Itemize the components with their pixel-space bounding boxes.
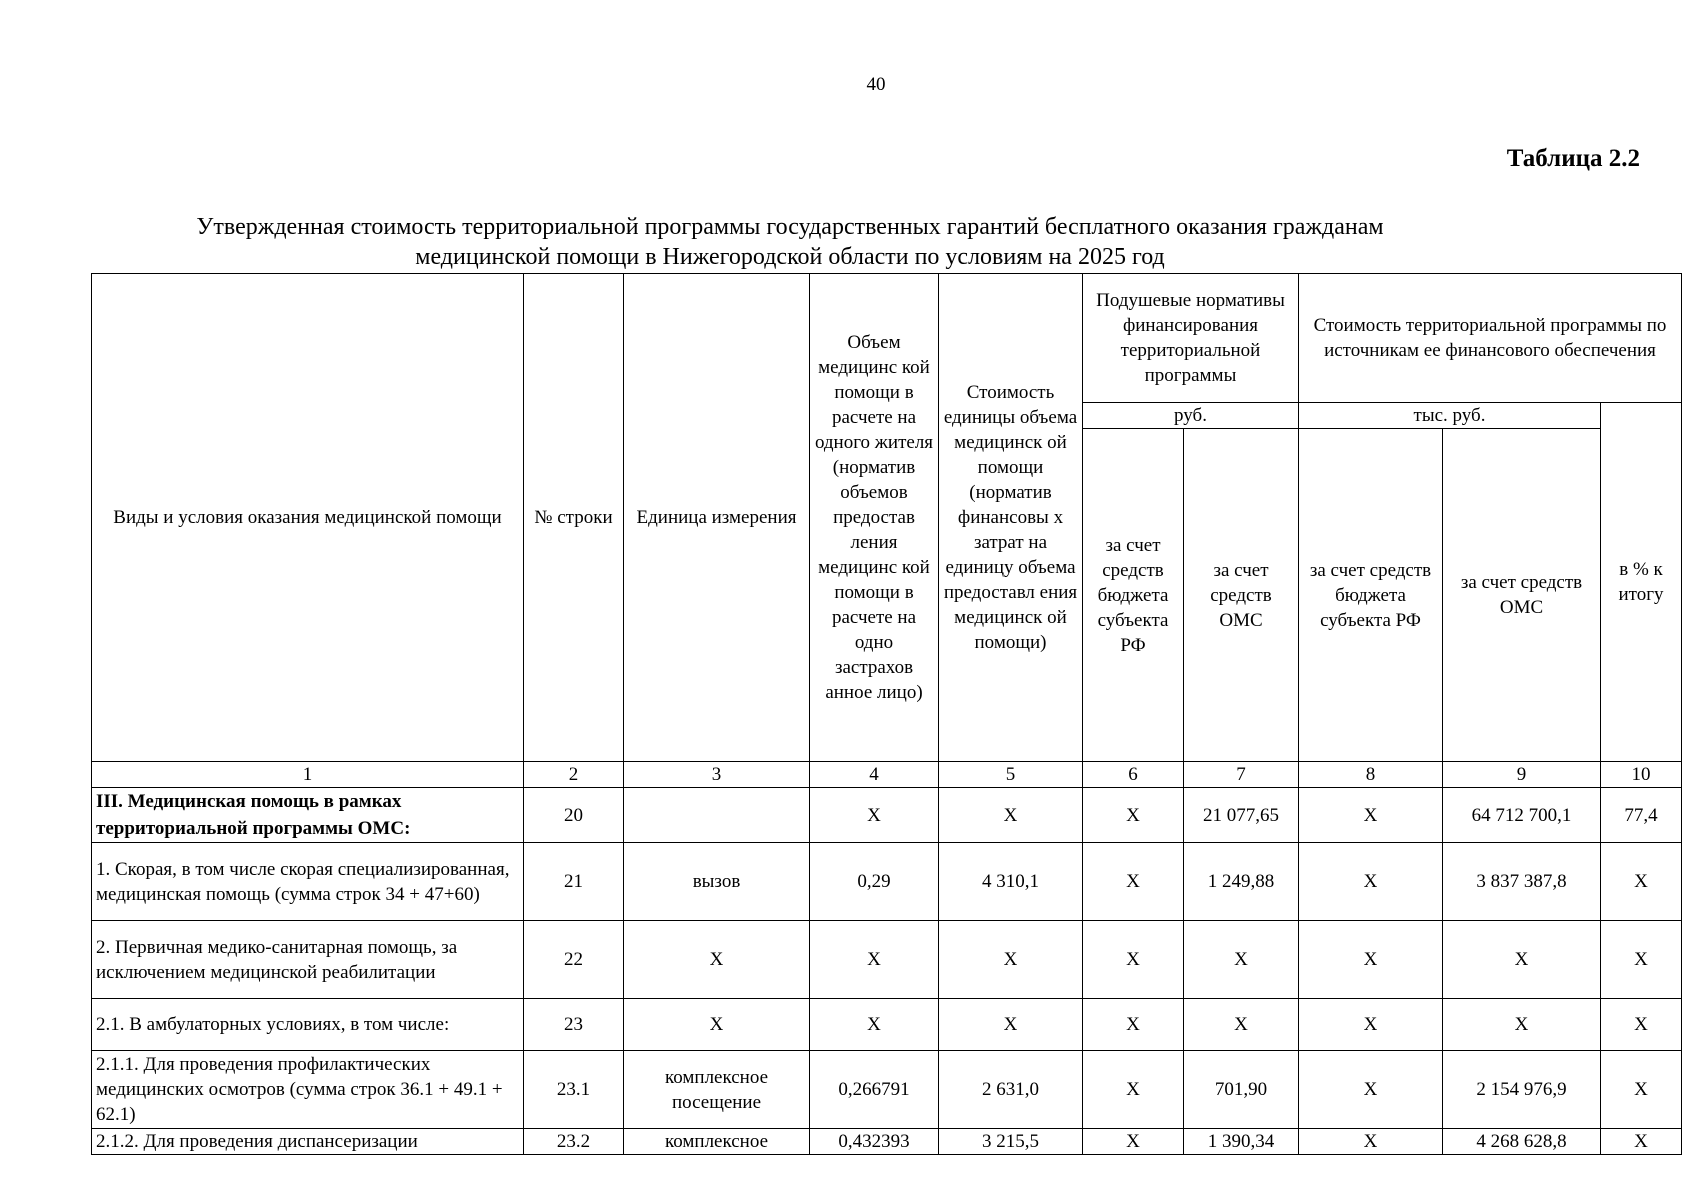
cost-table xyxy=(91,273,1682,1155)
row-cost-oms: X xyxy=(1443,921,1601,999)
table-row xyxy=(92,999,1682,1051)
row-pc-budget: X xyxy=(1083,921,1184,999)
row-unit: комплексное xyxy=(624,1129,810,1155)
row-cost-budget: X xyxy=(1299,1051,1443,1129)
row-cost-budget: X xyxy=(1299,788,1443,843)
table-row xyxy=(92,843,1682,921)
row-pc-budget: X xyxy=(1083,1129,1184,1155)
header-per-capita: Подушевые нормативы финансирования территориальной программы xyxy=(1083,274,1299,403)
row-pc-budget: X xyxy=(1083,1051,1184,1129)
col-number: 5 xyxy=(939,762,1083,788)
row-pc-oms: 21 077,65 xyxy=(1184,788,1299,843)
row-number: 22 xyxy=(524,921,624,999)
row-cost-oms: 3 837 387,8 xyxy=(1443,843,1601,921)
row-unit: комплексное посещение xyxy=(624,1051,810,1129)
header-unit-cost: Стоимость единицы объема медицинск ой помощи (норматив финансовы х затрат на единицу объема предоставл ения медицинск ой помощи) xyxy=(939,274,1083,762)
row-cost-oms: 4 268 628,8 xyxy=(1443,1129,1601,1155)
title-line-2: медицинской помощи в Нижегородской области по условиям на 2025 год xyxy=(415,244,1165,270)
row-unit-cost: X xyxy=(939,999,1083,1051)
row-volume: X xyxy=(810,788,939,843)
row-volume: 0,29 xyxy=(810,843,939,921)
header-cost-budget: за счет средств бюджета субъекта РФ xyxy=(1299,429,1443,762)
row-name: III. Медицинская помощь в рамках территориальной программы ОМС: xyxy=(92,788,524,843)
row-unit: вызов xyxy=(624,843,810,921)
row-name: 2.1.1. Для проведения профилактических медицинских осмотров (сумма строк 36.1 + 49.1 + 62.1) xyxy=(92,1051,524,1129)
page-number: 40 xyxy=(866,74,886,95)
row-unit-cost: 3 215,5 xyxy=(939,1129,1083,1155)
row-pc-budget: X xyxy=(1083,788,1184,843)
column-number-row xyxy=(92,762,1682,788)
row-pc-oms: 701,90 xyxy=(1184,1051,1299,1129)
table-label: Таблица 2.2 xyxy=(1506,145,1640,172)
row-pc-oms: 1 390,34 xyxy=(1184,1129,1299,1155)
row-unit xyxy=(624,788,810,843)
row-unit-cost: X xyxy=(939,921,1083,999)
table-row xyxy=(92,921,1682,999)
header-rub: руб. xyxy=(1083,403,1299,429)
row-volume: X xyxy=(810,999,939,1051)
col-number: 9 xyxy=(1443,762,1601,788)
row-cost-oms: X xyxy=(1443,999,1601,1051)
header-row-number: № строки xyxy=(524,274,624,762)
header-pc-budget: за счет средств бюджета субъекта РФ xyxy=(1083,429,1184,762)
header-pc-oms: за счет средств ОМС xyxy=(1184,429,1299,762)
title-line-1: Утвержденная стоимость территориальной программы государственных гарантий бесплатного оказания гражданам xyxy=(196,214,1384,240)
table-row xyxy=(92,788,1682,843)
row-number: 21 xyxy=(524,843,624,921)
col-number: 10 xyxy=(1601,762,1682,788)
row-cost-budget: X xyxy=(1299,1129,1443,1155)
row-percent: 77,4 xyxy=(1601,788,1682,843)
header-cost-oms: за счет средств ОМС xyxy=(1443,429,1601,762)
row-number: 23 xyxy=(524,999,624,1051)
header-unit: Единица измерения xyxy=(624,274,810,762)
col-number: 2 xyxy=(524,762,624,788)
row-name: 2. Первичная медико-санитарная помощь, за исключением медицинской реабилитации xyxy=(92,921,524,999)
row-volume: 0,266791 xyxy=(810,1051,939,1129)
row-cost-budget: X xyxy=(1299,921,1443,999)
row-percent: X xyxy=(1601,1129,1682,1155)
row-percent: X xyxy=(1601,999,1682,1051)
document-title xyxy=(90,212,1490,272)
header-thous-rub: тыс. руб. xyxy=(1299,403,1601,429)
row-unit-cost: X xyxy=(939,788,1083,843)
row-percent: X xyxy=(1601,843,1682,921)
row-volume: X xyxy=(810,921,939,999)
table-row xyxy=(92,1129,1682,1155)
row-number: 20 xyxy=(524,788,624,843)
row-cost-oms: 64 712 700,1 xyxy=(1443,788,1601,843)
table-row xyxy=(92,1051,1682,1129)
col-number: 7 xyxy=(1184,762,1299,788)
row-volume: 0,432393 xyxy=(810,1129,939,1155)
row-percent: X xyxy=(1601,921,1682,999)
header-service-type: Виды и условия оказания медицинской помощи xyxy=(92,274,524,762)
row-percent: X xyxy=(1601,1051,1682,1129)
col-number: 8 xyxy=(1299,762,1443,788)
row-unit: X xyxy=(624,921,810,999)
row-name: 2.1. В амбулаторных условиях, в том числе: xyxy=(92,999,524,1051)
col-number: 6 xyxy=(1083,762,1184,788)
row-cost-budget: X xyxy=(1299,843,1443,921)
row-number: 23.1 xyxy=(524,1051,624,1129)
col-number: 1 xyxy=(92,762,524,788)
col-number: 3 xyxy=(624,762,810,788)
row-unit-cost: 4 310,1 xyxy=(939,843,1083,921)
header-percent: в % к итогу xyxy=(1601,403,1682,762)
row-cost-oms: 2 154 976,9 xyxy=(1443,1051,1601,1129)
row-name: 2.1.2. Для проведения диспансеризации xyxy=(92,1129,524,1155)
row-unit: X xyxy=(624,999,810,1051)
row-name: 1. Скорая, в том числе скорая специализированная, медицинская помощь (сумма строк 34 + 47+60) xyxy=(92,843,524,921)
row-pc-oms: X xyxy=(1184,921,1299,999)
row-pc-oms: 1 249,88 xyxy=(1184,843,1299,921)
row-unit-cost: 2 631,0 xyxy=(939,1051,1083,1129)
header-volume: Объем медицинс кой помощи в расчете на одного жителя (норматив объемов предостав ления медицинс кой помощи в расчете на одно застрахов анное лицо) xyxy=(810,274,939,762)
row-cost-budget: X xyxy=(1299,999,1443,1051)
row-pc-budget: X xyxy=(1083,999,1184,1051)
row-pc-budget: X xyxy=(1083,843,1184,921)
col-number: 4 xyxy=(810,762,939,788)
row-number: 23.2 xyxy=(524,1129,624,1155)
header-program-cost: Стоимость территориальной программы по источникам ее финансового обеспечения xyxy=(1299,274,1682,403)
row-pc-oms: X xyxy=(1184,999,1299,1051)
